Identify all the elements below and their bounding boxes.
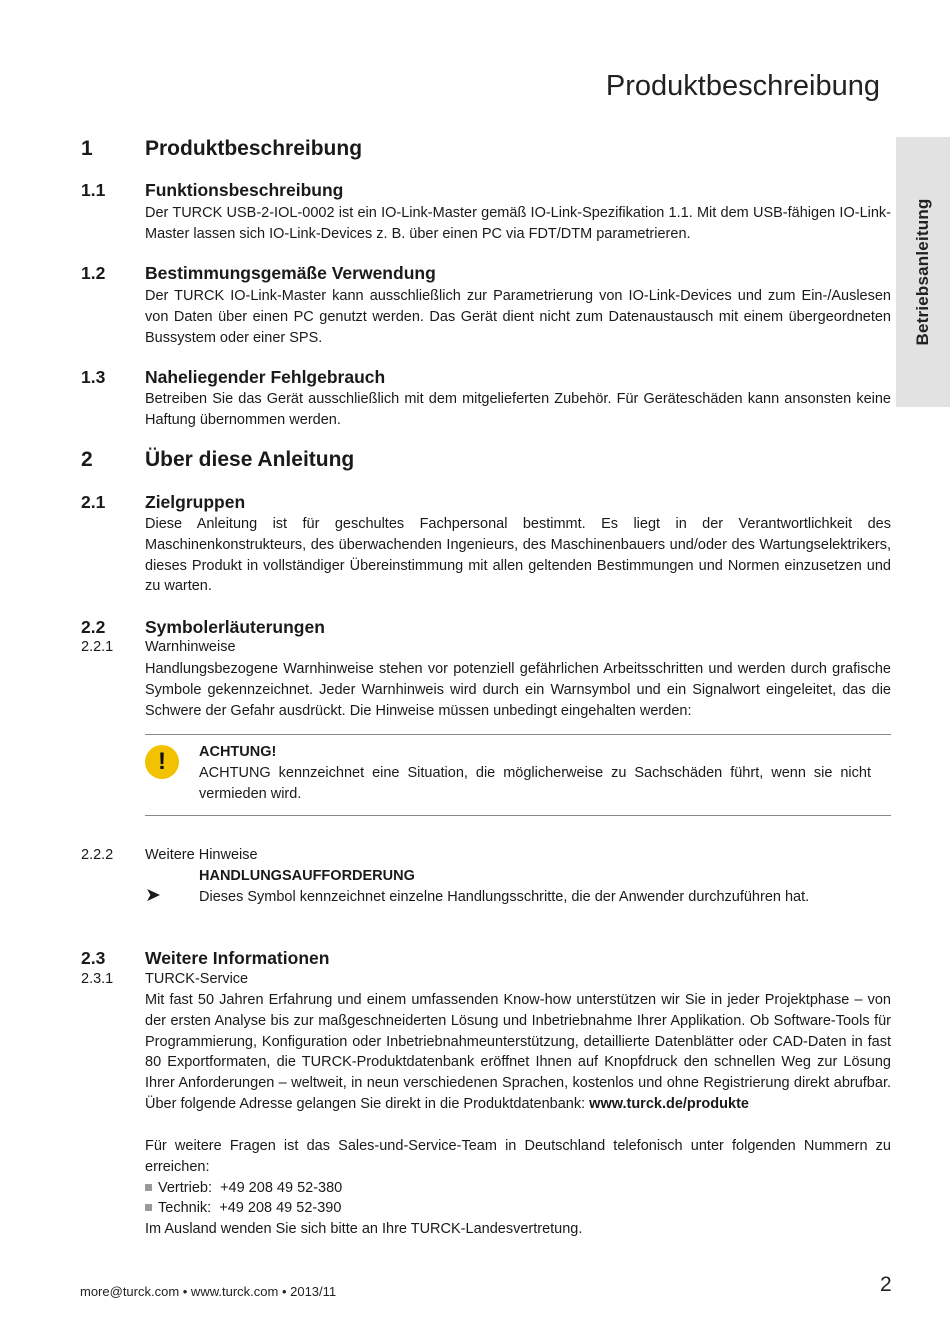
bullet-icon [145, 1204, 152, 1211]
subsubsection-title: TURCK-Service [145, 971, 249, 987]
subsection-title: Naheliegender Fehlgebrauch [145, 367, 386, 387]
contact-number: +49 208 49 52-380 [220, 1180, 343, 1196]
subsection-number: 2.3 [81, 948, 106, 968]
paragraph: Für weitere Fragen ist das Sales-und-Service-Team in Deutschland telefonisch unter folgenden Nummern zu erreichen: [145, 1138, 891, 1175]
divider [145, 815, 891, 816]
arrow-icon: ➤ [145, 885, 161, 906]
footer-text: more@turck.com • www.turck.com • 2013/11 [80, 1284, 337, 1299]
subsection-title: Funktionsbeschreibung [145, 180, 344, 200]
action-text: Dieses Symbol kennzeichnet einzelne Handlungsschritte, die der Anwender durchzuführen hat. [199, 889, 810, 905]
section-title: Über diese Anleitung [145, 448, 355, 471]
warning-signal-word: ACHTUNG! [199, 744, 277, 760]
contact-label: Technik: [158, 1200, 212, 1216]
paragraph: Im Ausland wenden Sie sich bitte an Ihre TURCK-Landesvertretung. [145, 1221, 583, 1237]
bullet-icon [145, 1184, 152, 1191]
action-heading: HANDLUNGSAUFFORDERUNG [199, 868, 415, 884]
section-title: Produktbeschreibung [145, 137, 363, 160]
paragraph: Der TURCK USB-2-IOL-0002 ist ein IO-Link-Master gemäß IO-Link-Spezifikation 1.1. Mit dem USB-fähigen IO-Link-Master lassen sich IO-Link-Devices z. B. über einen PC via FDT/DTM parametrieren. [145, 205, 891, 242]
side-tab [896, 137, 950, 407]
section-number: 1 [81, 137, 93, 160]
subsubsection-number: 2.3.1 [81, 971, 114, 987]
list-item [145, 1178, 342, 1199]
paragraph: Der TURCK IO-Link-Master kann ausschließlich zur Parametrierung von IO-Link-Devices und zum Ein-/Auslesen von Daten über einen PC genutzt werden. Das Gerät dient nicht zum Datenaustausch mit einem übergeordneten Bussystem oder einer SPS. [145, 288, 891, 346]
subsection-title: Zielgruppen [145, 492, 246, 512]
list-item [145, 1198, 341, 1219]
subsubsection-title: Warnhinweise [145, 639, 236, 655]
product-database-link[interactable]: www.turck.de/produkte [589, 1095, 749, 1112]
page-number: 2 [880, 1273, 892, 1296]
contact-label: Vertrieb: [158, 1180, 212, 1196]
subsection-title: Symbolerläuterungen [145, 617, 325, 637]
subsection-number: 2.2 [81, 617, 106, 637]
subsection-number: 1.3 [81, 367, 106, 387]
running-header: Produktbeschreibung [605, 70, 880, 102]
subsection-number: 1.1 [81, 180, 106, 200]
paragraph: Handlungsbezogene Warnhinweise stehen vor potenziell gefährlichen Arbeitsschritten und werden durch grafische Symbole gekennzeichnet. Jeder Warnhinweis wird durch ein Warnsymbol und ein Signalwort eingeleitet, das die Schwere der Gefahr ausdrückt. Die Hinweise müssen unbedingt eingehalten werden: [145, 661, 891, 719]
side-tab-label: Betriebsanleitung [913, 198, 932, 346]
paragraph: Betreiben Sie das Gerät ausschließlich mit dem mitgelieferten Zubehör. Für Geräteschäden kann ansonsten keine Haftung übernommen werden. [145, 391, 891, 428]
subsubsection-title: Weitere Hinweise [145, 847, 258, 863]
contact-number: +49 208 49 52-390 [219, 1200, 342, 1216]
section-number: 2 [81, 448, 93, 471]
paragraph [145, 990, 891, 1115]
divider [145, 734, 891, 735]
subsubsection-number: 2.2.2 [81, 847, 114, 863]
paragraph: Diese Anleitung ist für geschultes Fachpersonal bestimmt. Es liegt in der Verantwortlichkeit des Maschinenkonstrukteurs, des überwachenden Ingenieurs, des Maschinenbauers und/oder des Wartungselektrikers, dieses Produkt in vollständiger Übereinstimmung mit allen geltenden Bestimmungen und Normen einzusetzen und zu warten. [145, 516, 891, 595]
subsection-title: Weitere Informationen [145, 948, 330, 968]
subsubsection-number: 2.2.1 [81, 639, 114, 655]
subsection-number: 2.1 [81, 492, 106, 512]
subsection-title: Bestimmungsgemäße Verwendung [145, 263, 436, 283]
warning-icon: ! [145, 745, 179, 779]
subsection-number: 1.2 [81, 263, 106, 283]
warning-text: ACHTUNG kennzeichnet eine Situation, die möglicherweise zu Sachschäden führt, wenn sie nicht vermieden wird. [199, 765, 871, 802]
paragraph-text: Mit fast 50 Jahren Erfahrung und einem umfassenden Know-how unterstützen wir Sie in jeder Projektphase – von der ersten Analyse bis zur maßgeschneiderten Lösung und Inbetriebnahme Ihrer Applikation. Ob Software-Tools für Programmierung, Konfiguration oder Inbetriebnahmeunterstützung, detaillierte Datenblätter oder CAD-Daten in fast 80 Exportformaten, die TURCK-Produktdatenbank eröffnet Ihnen auf Knopfdruck den schnellen Weg zur Lösung Ihrer Anforderungen – weltweit, in neun verschiedenen Sprachen, kostenlos und ohne Registrierung direkt abrufbar. Über folgende Adresse gelangen Sie direkt in die Produktdatenbank: [145, 992, 891, 1112]
